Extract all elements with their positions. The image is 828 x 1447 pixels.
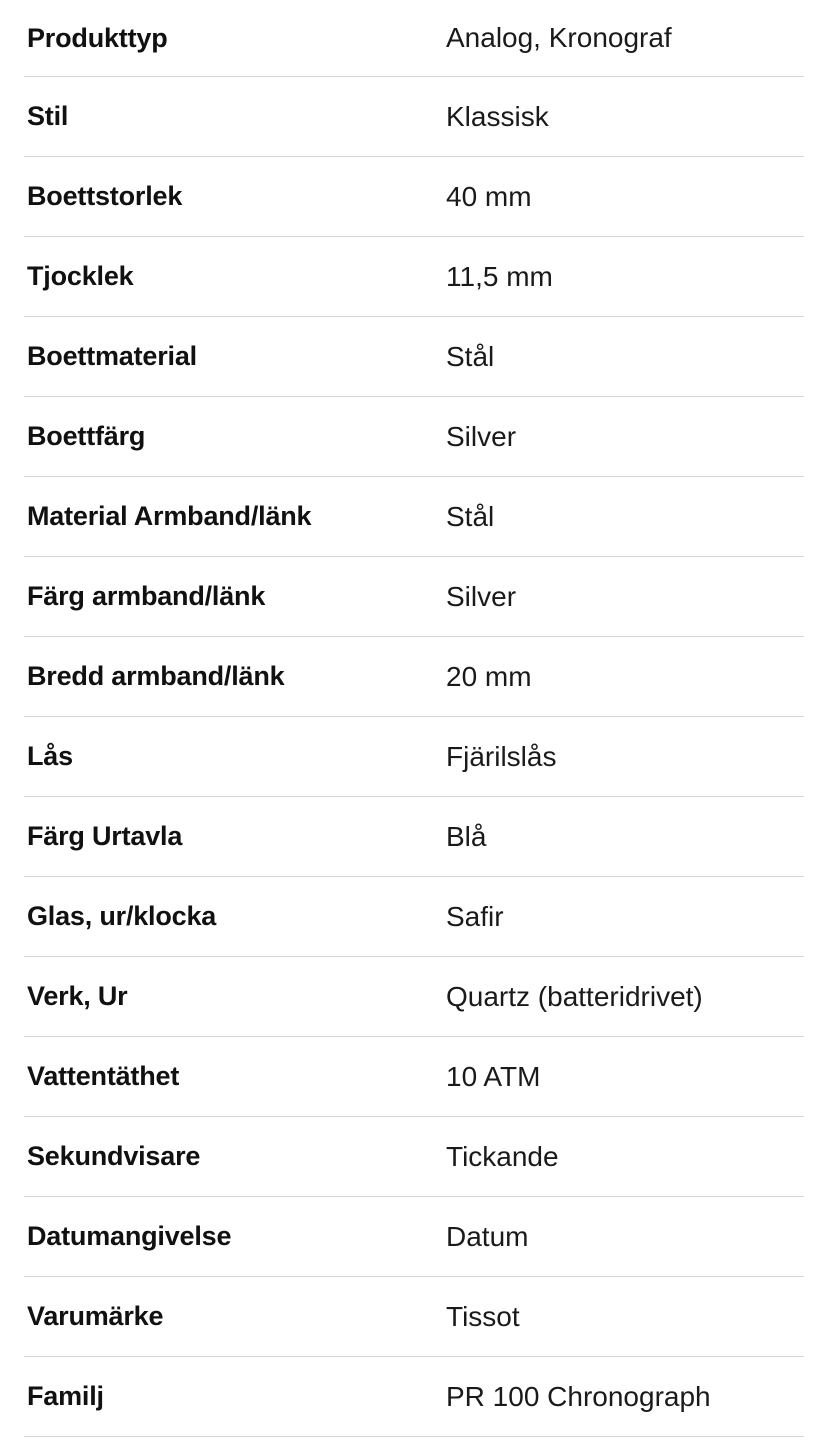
spec-row-bredd-armband	[24, 637, 804, 717]
spec-label: Färg Urtavla	[27, 821, 183, 851]
spec-label: Sekundvisare	[27, 1141, 201, 1171]
spec-row-boettstorlek	[24, 157, 804, 237]
spec-label: Glas, ur/klocka	[27, 901, 217, 931]
spec-row-tjocklek	[24, 237, 804, 317]
spec-label: Verk, Ur	[27, 981, 128, 1011]
spec-value: Analog, Kronograf	[446, 22, 672, 53]
spec-label: Färg armband/länk	[27, 581, 266, 611]
spec-label: Familj	[27, 1381, 104, 1411]
spec-label: Vattentäthet	[27, 1061, 180, 1091]
spec-row-familj	[24, 1357, 804, 1437]
spec-row-datumangivelse	[24, 1197, 804, 1277]
spec-value: Stål	[446, 340, 495, 372]
spec-value: Fjärilslås	[446, 740, 557, 772]
spec-label: Stil	[27, 101, 69, 131]
spec-value: Blå	[446, 820, 487, 852]
spec-label: Tjocklek	[27, 261, 134, 291]
spec-value: Safir	[446, 900, 504, 932]
spec-row-farg-armband	[24, 557, 804, 637]
spec-row-farg-urtavla	[24, 797, 804, 877]
spec-value: Silver	[446, 580, 517, 612]
spec-label: Boettmaterial	[27, 341, 197, 371]
spec-label: Boettstorlek	[27, 181, 183, 211]
spec-label: Boettfärg	[27, 421, 146, 451]
spec-value: Quartz (batteridrivet)	[446, 980, 703, 1012]
spec-row-glas	[24, 877, 804, 957]
spec-value: Tissot	[446, 1300, 520, 1332]
spec-row-material-armband	[24, 477, 804, 557]
spec-row-vattentathet	[24, 1037, 804, 1117]
spec-label: Varumärke	[27, 1301, 164, 1331]
spec-value: PR 100 Chronograph	[446, 1380, 711, 1412]
spec-value: 40 mm	[446, 180, 532, 212]
product-spec-table	[24, 0, 804, 1437]
spec-value: Klassisk	[446, 100, 549, 132]
spec-value: Silver	[446, 420, 517, 452]
spec-row-las	[24, 717, 804, 797]
spec-row-verk	[24, 957, 804, 1037]
spec-label: Datumangivelse	[27, 1221, 232, 1251]
spec-row-boettfarg	[24, 397, 804, 477]
spec-label: Lås	[27, 741, 73, 771]
spec-label: Bredd armband/länk	[27, 661, 285, 691]
spec-row-sekundvisare	[24, 1117, 804, 1197]
spec-value: Stål	[446, 500, 495, 532]
spec-label: Material Armband/länk	[27, 501, 312, 531]
spec-label: Produkttyp	[27, 22, 168, 53]
spec-value: 11,5 mm	[446, 260, 553, 292]
spec-value: 20 mm	[446, 660, 532, 692]
spec-row-varumarke	[24, 1277, 804, 1357]
spec-value: 10 ATM	[446, 1060, 541, 1092]
spec-row-boettmaterial	[24, 317, 804, 397]
spec-value: Datum	[446, 1220, 529, 1252]
spec-row-produkttyp	[24, 0, 804, 77]
spec-row-stil	[24, 77, 804, 157]
spec-value: Tickande	[446, 1140, 559, 1172]
